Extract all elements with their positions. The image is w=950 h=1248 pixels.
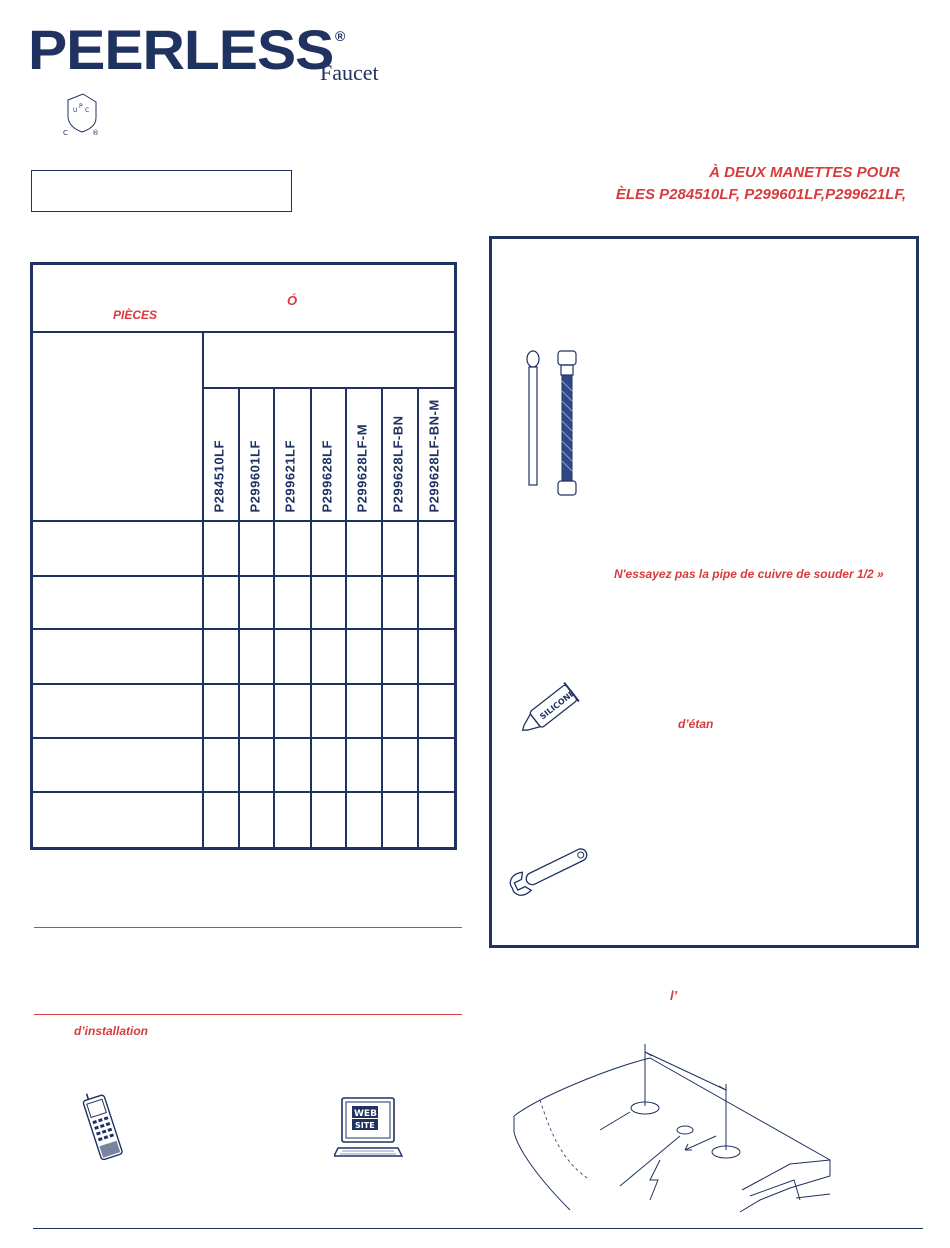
header-accent: Ó	[287, 293, 298, 308]
brand-name: PEERLESS	[28, 18, 334, 81]
table-row	[33, 737, 454, 791]
table-row	[33, 791, 454, 847]
title-line-2: ÈLES P284510LF, P299601LF,P299621LF,	[615, 186, 906, 203]
upc-r-mark: ®	[92, 129, 99, 137]
wrench-icon	[502, 837, 602, 901]
model-column-header	[310, 387, 345, 517]
sealant-note: d’étan	[678, 717, 714, 731]
upc-letter: P	[79, 103, 83, 110]
model-column-header	[381, 387, 417, 517]
registered-mark: ®	[335, 28, 346, 44]
upc-certification-icon	[60, 92, 106, 138]
model-label: P299601LF	[247, 440, 263, 513]
model-column-header	[273, 387, 310, 517]
parts-table	[30, 262, 457, 850]
upc-letter: C	[85, 107, 90, 114]
table-row	[33, 575, 454, 628]
model-number-box[interactable]	[31, 170, 292, 212]
installation-note: d’installation	[74, 1024, 149, 1038]
solder-warning: N'essayez pas la pipe de cuivre de souder 1/2 »	[614, 567, 884, 581]
parts-table-header	[33, 265, 454, 333]
site-label: SITE	[355, 1121, 375, 1130]
model-column-header	[345, 387, 381, 517]
supply-line-icon	[520, 347, 590, 497]
silicone-label: SILICONE	[538, 688, 577, 722]
table-row	[33, 520, 454, 575]
website-icon	[334, 1094, 404, 1160]
diagram-label: l’	[670, 988, 678, 1003]
upc-letter: U	[73, 107, 78, 114]
header-pieces: PIÈCES	[113, 308, 158, 322]
model-label: P284510LF	[211, 440, 227, 513]
tools-box	[489, 236, 919, 948]
brand-sub: Faucet	[320, 60, 379, 85]
model-column-header	[202, 387, 238, 517]
silicone-tube-icon	[512, 671, 592, 741]
footer-rule	[33, 1228, 923, 1229]
model-column-header	[417, 387, 454, 517]
section-divider-1	[34, 927, 462, 928]
phone-icon	[76, 1088, 132, 1168]
model-label: P299628LF	[319, 440, 335, 513]
table-row	[33, 683, 454, 737]
brand-logo	[28, 18, 379, 85]
model-label: P299621LF	[282, 440, 298, 513]
model-label: P299628LF-BN	[390, 415, 406, 513]
title-line-1: À DEUX MANETTES POUR	[709, 164, 900, 181]
web-label: WEB	[354, 1109, 377, 1119]
model-column-header	[238, 387, 273, 517]
model-label: P299628LF-BN-M	[426, 399, 442, 513]
sink-diagram	[500, 1040, 840, 1220]
upc-c-mark: C	[63, 129, 68, 137]
table-row	[33, 628, 454, 683]
model-label: P299628LF-M	[354, 423, 370, 513]
section-divider-2	[34, 1014, 462, 1015]
